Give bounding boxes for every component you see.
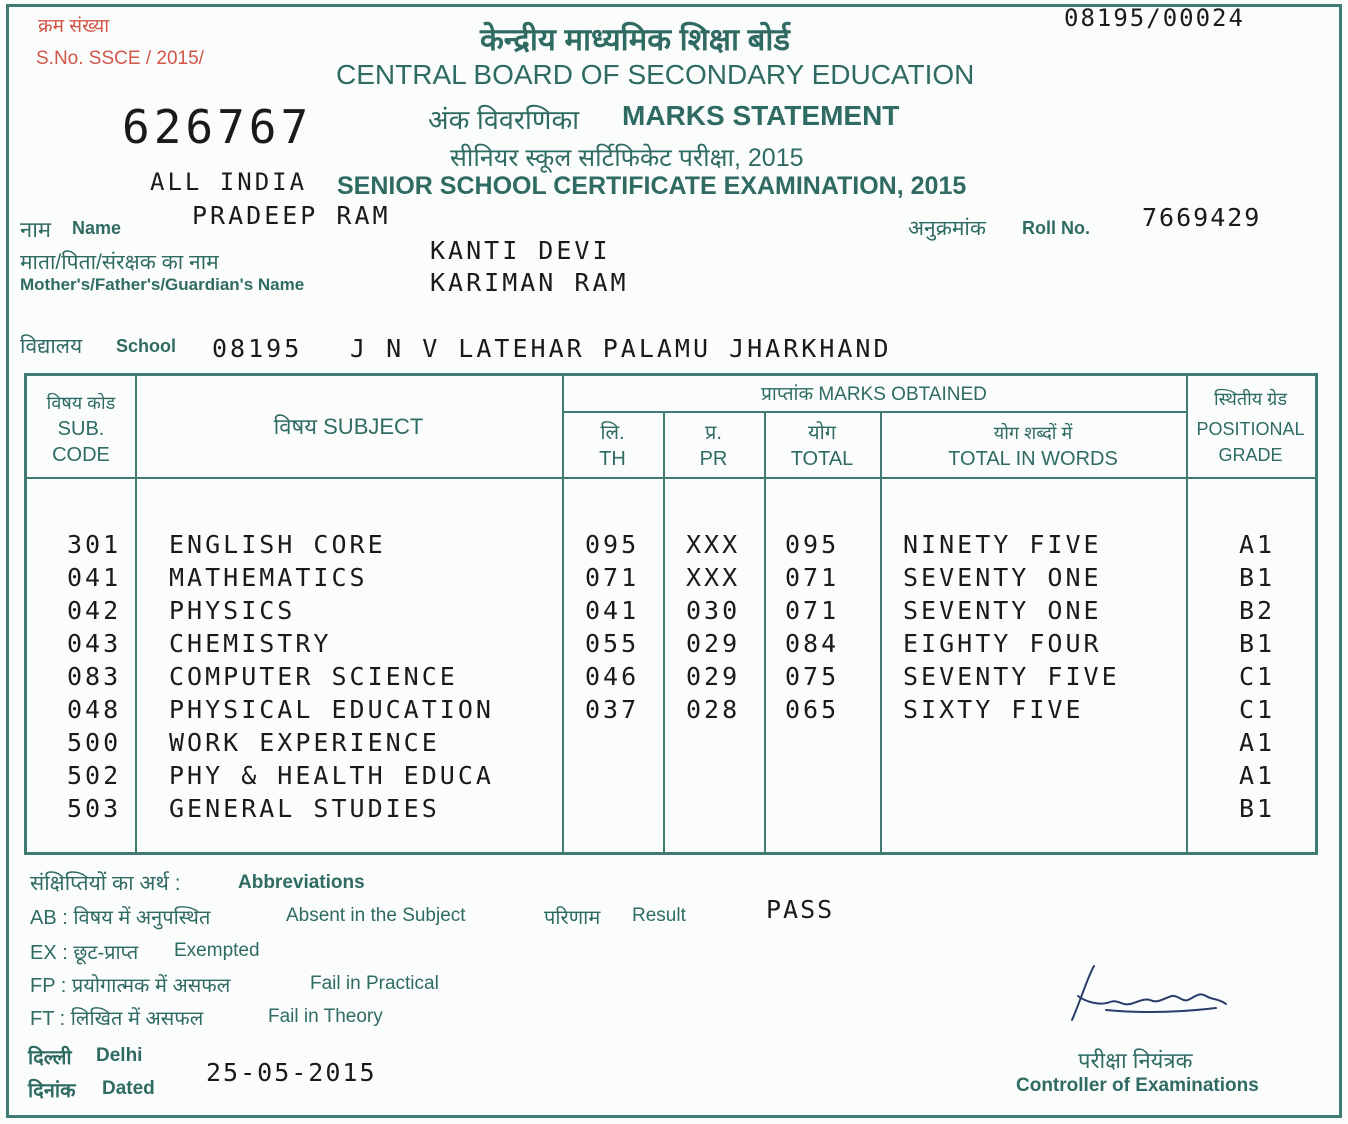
cell-total-words: SEVENTY FIVE	[903, 662, 1120, 691]
practical-header-hindi: प्र.	[705, 422, 722, 444]
cell-subject: MATHEMATICS	[169, 563, 368, 592]
abbrev-ab-hindi: AB : विषय में अनुपस्थित	[30, 907, 211, 929]
candidate-name: PRADEEP RAM	[192, 201, 391, 230]
cell-practical: 030	[686, 596, 741, 625]
marks-table	[24, 373, 1318, 855]
cell-theory: 041	[585, 596, 640, 625]
cell-total-words: SEVENTY ONE	[903, 596, 1102, 625]
subject-header: विषय SUBJECT	[273, 414, 424, 439]
cell-practical: 028	[686, 695, 741, 724]
result-label-hindi: परिणाम	[544, 907, 601, 929]
cell-practical: XXX	[686, 563, 741, 592]
cell-subject: COMPUTER SCIENCE	[169, 662, 458, 691]
cell-grade: A1	[1239, 530, 1276, 559]
grade-header-line1: POSITIONAL	[1196, 419, 1305, 439]
words-header: TOTAL IN WORDS	[948, 448, 1118, 470]
cell-code: 043	[67, 629, 122, 658]
cell-total-words: SIXTY FIVE	[903, 695, 1084, 724]
cell-code: 500	[67, 728, 122, 757]
cell-code: 042	[67, 596, 122, 625]
abbrev-ex: Exempted	[174, 940, 260, 961]
cell-subject: CHEMISTRY	[169, 629, 332, 658]
cell-grade: B1	[1239, 563, 1276, 592]
cell-subject: ENGLISH CORE	[169, 530, 386, 559]
abbrev-ft-hindi: FT : लिखित में असफल	[30, 1008, 204, 1030]
board-title: CENTRAL BOARD OF SECONDARY EDUCATION	[336, 59, 975, 90]
statement-title-hindi: अंक विवरणिका	[428, 105, 580, 135]
code-header-line1: SUB.	[57, 418, 105, 440]
cell-subject: PHYSICAL EDUCATION	[169, 695, 494, 724]
cell-grade: A1	[1239, 761, 1276, 790]
cell-theory: 095	[585, 530, 640, 559]
cell-grade: C1	[1239, 695, 1276, 724]
school-code: 08195	[212, 334, 303, 363]
serial-hindi-label: क्रम संख्या	[38, 16, 110, 37]
cell-theory: 046	[585, 662, 640, 691]
table-divider	[135, 376, 137, 852]
roll-label: Roll No.	[1022, 218, 1090, 238]
cell-practical: 029	[686, 629, 741, 658]
theory-header-hindi: लि.	[600, 422, 625, 444]
cell-total-words: SEVENTY ONE	[903, 563, 1102, 592]
abbrev-ex-hindi: EX : छूट-प्राप्त	[30, 942, 139, 964]
cell-total-words: EIGHTY FOUR	[903, 629, 1102, 658]
cell-total: 065	[785, 695, 840, 724]
cell-subject: GENERAL STUDIES	[169, 794, 440, 823]
cell-total: 095	[785, 530, 840, 559]
cell-grade: B1	[1239, 629, 1276, 658]
cell-total: 071	[785, 563, 840, 592]
all-india-label: ALL INDIA	[150, 168, 308, 196]
cell-code: 083	[67, 662, 122, 691]
abbrev-title-hindi: संक्षिप्तियों का अर्थ :	[30, 872, 181, 895]
issue-date: 25-05-2015	[206, 1058, 377, 1087]
document-number: 08195/00024	[1064, 4, 1245, 32]
abbrev-ft: Fail in Theory	[268, 1006, 383, 1027]
cell-code: 502	[67, 761, 122, 790]
serial-number-label: S.No. SSCE / 2015/	[36, 48, 204, 69]
controller-title-hindi: परीक्षा नियंत्रक	[1078, 1048, 1193, 1073]
cell-subject: WORK EXPERIENCE	[169, 728, 440, 757]
cell-code: 301	[67, 530, 122, 559]
school-label-hindi: विद्यालय	[20, 335, 83, 358]
total-header: TOTAL	[790, 448, 854, 470]
grade-header-line2: GRADE	[1218, 445, 1283, 465]
abbrev-ab: Absent in the Subject	[286, 905, 466, 926]
dated-label-hindi: दिनांक	[28, 1080, 76, 1102]
abbrev-fp: Fail in Practical	[310, 973, 439, 994]
cell-total: 075	[785, 662, 840, 691]
cell-theory: 071	[585, 563, 640, 592]
dated-label: Dated	[102, 1078, 155, 1099]
cell-grade: C1	[1239, 662, 1276, 691]
father-name: KARIMAN RAM	[430, 268, 629, 297]
cell-grade: A1	[1239, 728, 1276, 757]
cell-subject: PHYSICS	[169, 596, 296, 625]
cell-total: 071	[785, 596, 840, 625]
cell-theory: 037	[585, 695, 640, 724]
grade-header-hindi: स्थितीय ग्रेड	[1214, 389, 1287, 409]
cell-grade: B1	[1239, 794, 1276, 823]
cell-total-words: NINETY FIVE	[903, 530, 1102, 559]
code-header-line2: CODE	[52, 444, 110, 466]
marks-obtained-header: प्राप्तांक MARKS OBTAINED	[761, 384, 987, 405]
total-header-hindi: योग	[807, 422, 837, 444]
controller-title: Controller of Examinations	[1016, 1075, 1259, 1096]
exam-title-hindi: सीनियर स्कूल सर्टिफिकेट परीक्षा, 2015	[450, 144, 804, 172]
school-label: School	[116, 336, 177, 356]
name-label: Name	[72, 218, 122, 238]
name-label-hindi: नाम	[20, 217, 52, 242]
cell-code: 041	[67, 563, 122, 592]
controller-signature	[1066, 962, 1236, 1032]
cell-practical: 029	[686, 662, 741, 691]
cell-theory: 055	[585, 629, 640, 658]
cell-subject: PHY & HEALTH EDUCA	[169, 761, 494, 790]
place-label: Delhi	[96, 1045, 143, 1066]
abbrev-title: Abbreviations	[238, 872, 365, 893]
roll-number: 7669429	[1142, 203, 1262, 232]
table-header-rule	[27, 477, 1315, 479]
mother-name: KANTI DEVI	[430, 236, 611, 265]
cell-code: 048	[67, 695, 122, 724]
table-divider	[562, 411, 1188, 413]
school-name: J N V LATEHAR PALAMU JHARKHAND	[350, 334, 892, 363]
statement-title: MARKS STATEMENT	[622, 100, 900, 131]
place-label-hindi: दिल्ली	[28, 1047, 72, 1069]
certificate-number: 626767	[122, 100, 313, 154]
code-header-hindi: विषय कोड	[46, 393, 116, 413]
parent-label: Mother's/Father's/Guardian's Name	[20, 275, 305, 294]
theory-header: TH	[599, 448, 626, 470]
words-header-hindi: योग शब्दों में	[993, 423, 1073, 443]
cell-practical: XXX	[686, 530, 741, 559]
cell-total: 084	[785, 629, 840, 658]
parent-label-hindi: माता/पिता/संरक्षक का नाम	[20, 251, 219, 274]
roll-label-hindi: अनुक्रमांक	[908, 217, 986, 240]
exam-title: SENIOR SCHOOL CERTIFICATE EXAMINATION, 2015	[337, 172, 967, 200]
practical-header: PR	[699, 448, 728, 470]
cell-grade: B2	[1239, 596, 1276, 625]
result-value: PASS	[766, 895, 835, 924]
result-label: Result	[632, 905, 686, 926]
abbrev-fp-hindi: FP : प्रयोगात्मक में असफल	[30, 975, 231, 997]
cell-code: 503	[67, 794, 122, 823]
board-title-hindi: केन्द्रीय माध्यमिक शिक्षा बोर्ड	[480, 22, 790, 57]
